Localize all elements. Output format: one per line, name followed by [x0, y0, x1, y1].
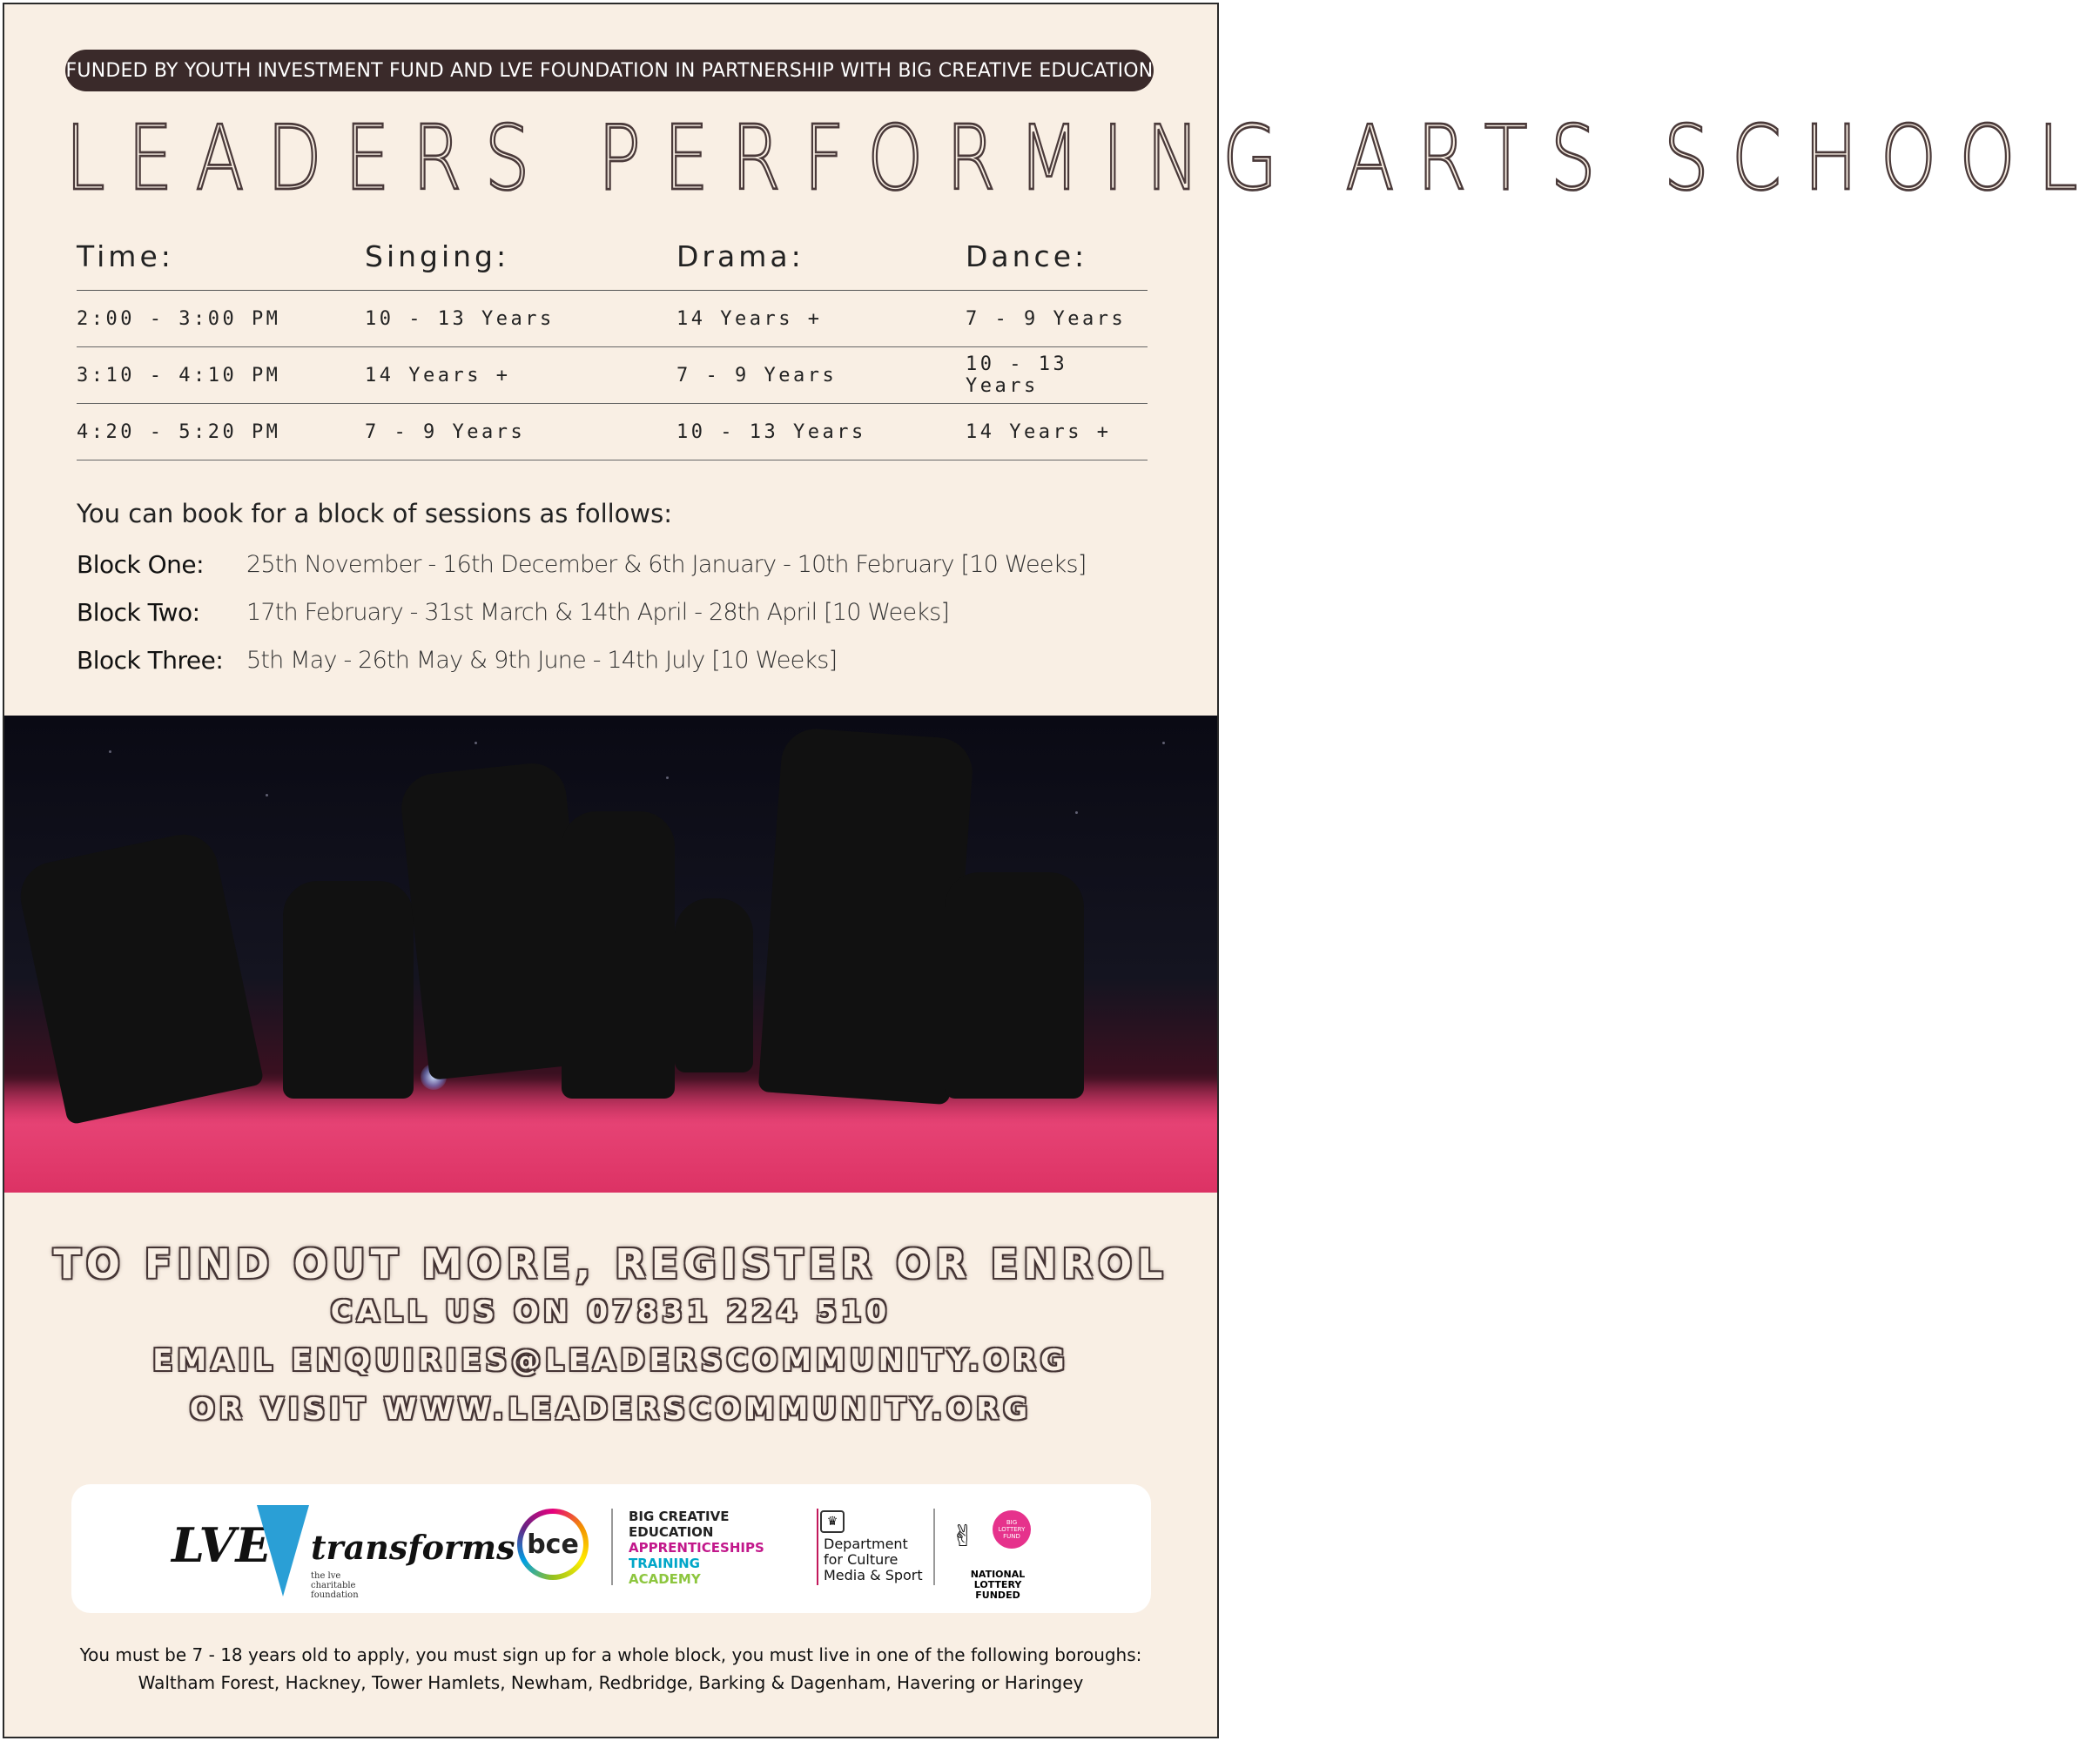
cell-time: 4:20 - 5:20 PM: [77, 420, 281, 443]
block-row: [77, 636, 1174, 684]
cta-heading: TO FIND OUT MORE, REGISTER OR ENROL: [53, 1240, 1168, 1287]
block-label: Block Three:: [77, 646, 224, 675]
footer-line: Waltham Forest, Hackney, Tower Hamlets, Newham, Redbridge, Barking & Dagenham, Havering or Haringey: [138, 1672, 1084, 1693]
national-lottery-text: NATIONAL LOTTERY FUNDED: [970, 1569, 1026, 1601]
star-dot: [109, 750, 111, 753]
dcms-logo-text: Department for Culture Media & Sport: [824, 1536, 923, 1583]
block-dates: 25th November - 16th December & 6th January - 10th February [10 Weeks]: [246, 551, 1087, 578]
block-row: [77, 541, 1174, 588]
crest-icon: ♛: [820, 1510, 845, 1533]
block-dates: 5th May - 26th May & 9th June - 14th July [10 Weeks]: [246, 647, 838, 674]
cell-time: 3:10 - 4:10 PM: [77, 364, 281, 387]
schedule-row: [77, 291, 1148, 347]
star-dot: [266, 794, 268, 797]
bce-logo-text: BIG CREATIVE EDUCATION APPRENTICESHIPS TRAINING ACADEMY: [629, 1509, 764, 1587]
star-dot: [1075, 811, 1078, 814]
cell-drama: 14 Years +: [676, 307, 823, 330]
header-drama: Drama:: [676, 239, 804, 273]
cell-drama: 7 - 9 Years: [676, 364, 838, 387]
big-lottery-badge: BIG LOTTERY FUND: [993, 1510, 1031, 1549]
star-dot: [1162, 742, 1165, 744]
dcms-line: [817, 1509, 818, 1585]
poster: [3, 3, 2100, 1738]
contact-section: [4, 1240, 1217, 1441]
cell-dance: 14 Years +: [966, 420, 1112, 443]
cell-dance: 7 - 9 Years: [966, 307, 1127, 330]
dancer-figure: [283, 881, 414, 1099]
school-title: LEADERS PERFORMING ARTS SCHOOL: [65, 107, 2100, 211]
booking-intro: You can book for a block of sessions as follows:: [77, 499, 673, 528]
cell-singing: 14 Years +: [365, 364, 511, 387]
header-dance: Dance:: [966, 239, 1088, 273]
block-label: Block Two:: [77, 598, 200, 627]
divider: [611, 1509, 613, 1585]
cell-time: 2:00 - 3:00 PM: [77, 307, 281, 330]
lightning-bolt-icon: [257, 1505, 309, 1596]
cta-website: OR VISIT WWW.LEADERSCOMMUNITY.ORG: [189, 1392, 1033, 1427]
schedule-row: [77, 347, 1148, 404]
lve-logo-text: LVE: [172, 1517, 272, 1573]
header-singing: Singing:: [365, 239, 510, 273]
header-time: Time:: [77, 239, 174, 273]
block-dates: 17th February - 31st March & 14th April - 28th April [10 Weeks]: [246, 599, 950, 626]
cell-singing: 10 - 13 Years: [365, 307, 555, 330]
schedule-table: [77, 239, 1148, 460]
dancer-figure: [562, 811, 675, 1099]
cta-phone: CALL US ON 07831 224 510: [330, 1294, 892, 1329]
dance-photo: [4, 716, 1217, 1193]
schedule-row: [77, 404, 1148, 460]
footer-line: You must be 7 - 18 years old to apply, you must sign up for a whole block, you must live in one of the following boroughs:: [79, 1644, 1142, 1665]
lve-logo: [172, 1502, 515, 1600]
dancer-figure: [945, 872, 1084, 1099]
divider: [933, 1509, 935, 1585]
booking-info: [77, 499, 1174, 684]
star-dot: [666, 776, 669, 779]
dancer-figure: [675, 898, 753, 1072]
funding-banner-text: FUNDED BY YOUTH INVESTMENT FUND AND LVE FOUNDATION IN PARTNERSHIP WITH BIG CREATIVE EDUCATION: [65, 59, 1154, 82]
eligibility-footer: [4, 1641, 1217, 1697]
funding-banner: [65, 50, 1154, 91]
cell-singing: 7 - 9 Years: [365, 420, 526, 443]
dancer-figure: [758, 727, 975, 1105]
crossed-fingers-icon: ✌: [951, 1519, 976, 1554]
cta-email: EMAIL ENQUIRIES@LEADERSCOMMUNITY.ORG: [152, 1343, 1069, 1378]
schedule-header-row: [77, 239, 1148, 291]
cell-drama: 10 - 13 Years: [676, 420, 866, 443]
lve-transforms-text: transforms: [311, 1528, 515, 1567]
bce-logo: bce: [517, 1509, 589, 1580]
lve-foundation-text: the lve charitable foundation: [311, 1571, 359, 1600]
star-dot: [475, 742, 477, 744]
block-row: [77, 588, 1174, 636]
cell-dance: 10 - 13 Years: [966, 353, 1068, 397]
sponsor-logos: [71, 1484, 1151, 1613]
block-label: Block One:: [77, 550, 205, 579]
